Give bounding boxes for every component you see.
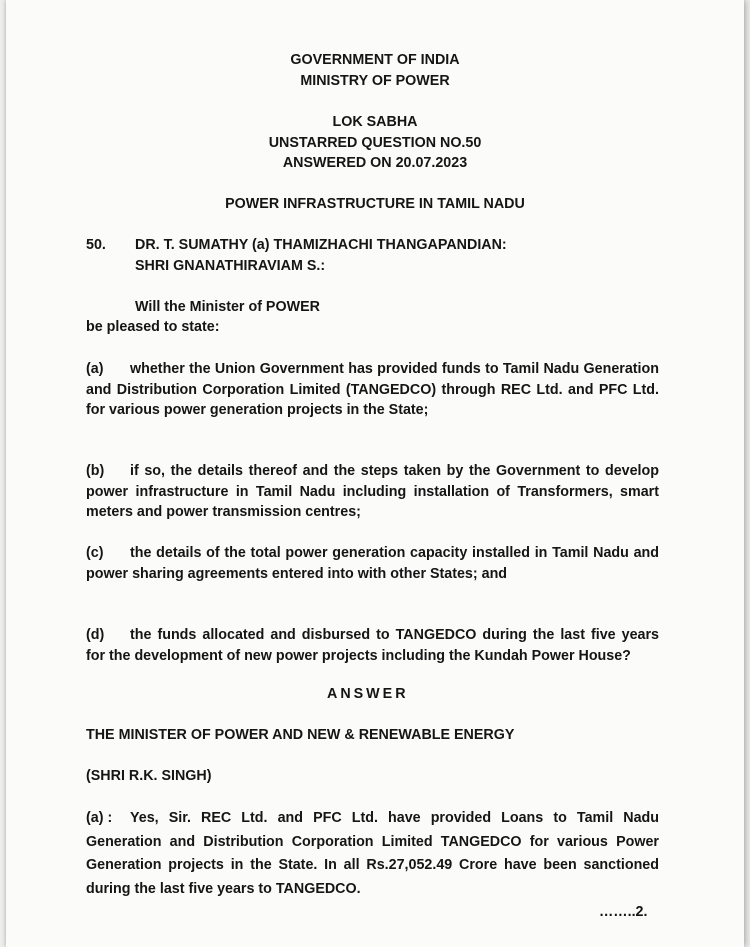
answer-part-a <box>86 807 659 902</box>
part-text: the funds allocated and disbursed to TANGEDCO during the last five years for the development of new power projects including the Kundah Power House? <box>86 627 659 664</box>
part-text: the details of the total power generation capacity installed in Tamil Nadu and power sharing agreements entered into with other States; and <box>86 545 659 582</box>
answer-text: Yes, Sir. REC Ltd. and PFC Ltd. have provided Loans to Tamil Nadu Generation and Distribution Corporation Limited TANGEDCO for various Power Generation projects in the State. In all Rs.27,052.49 Crore have been sanctioned during the last five years to TANGEDCO. <box>86 810 659 898</box>
question-part-d <box>86 625 659 666</box>
header-answered-date: ANSWERED ON 20.07.2023 <box>282 155 468 171</box>
part-text: if so, the details thereof and the steps taken by the Government to develop power infrastructure in Tamil Nadu including installation of Transformers, smart meters and power transmission centres; <box>86 463 659 520</box>
part-text: whether the Union Government has provided funds to Tamil Nadu Generation and Distribution Corporation Limited (TANGEDCO) through REC Ltd. and PFC Ltd. for various power generation projects in the State; <box>86 361 659 418</box>
header-government: GOVERNMENT OF INDIA <box>290 52 460 68</box>
question-part-a <box>86 359 659 421</box>
answer-heading: ANSWER <box>327 686 409 702</box>
answer-label: (a) : <box>86 810 113 826</box>
header-ministry: MINISTRY OF POWER <box>300 73 450 89</box>
answer-minister-name: (SHRI R.K. SINGH) <box>86 768 212 784</box>
part-label: (c) <box>86 545 104 561</box>
answer-minister-title: THE MINISTER OF POWER AND NEW & RENEWABLE ENERGY <box>86 727 515 743</box>
question-intro-line2: be pleased to state: <box>86 319 220 335</box>
question-subject: POWER INFRASTRUCTURE IN TAMIL NADU <box>225 196 525 212</box>
question-members-line1: DR. T. SUMATHY (a) THAMIZHACHI THANGAPANDIAN: <box>135 237 507 253</box>
page-continuation: ……..2. <box>599 904 648 920</box>
part-label: (d) <box>86 627 105 643</box>
part-label: (b) <box>86 463 105 479</box>
question-part-b <box>86 461 659 523</box>
question-number: 50. <box>86 237 106 253</box>
header-house: LOK SABHA <box>332 114 418 130</box>
question-part-c <box>86 543 659 584</box>
question-intro-line1: Will the Minister of POWER <box>135 299 320 315</box>
question-members-line2: SHRI GNANATHIRAVIAM S.: <box>135 258 326 274</box>
part-label: (a) <box>86 361 104 377</box>
header-question-number: UNSTARRED QUESTION NO.50 <box>268 135 482 151</box>
